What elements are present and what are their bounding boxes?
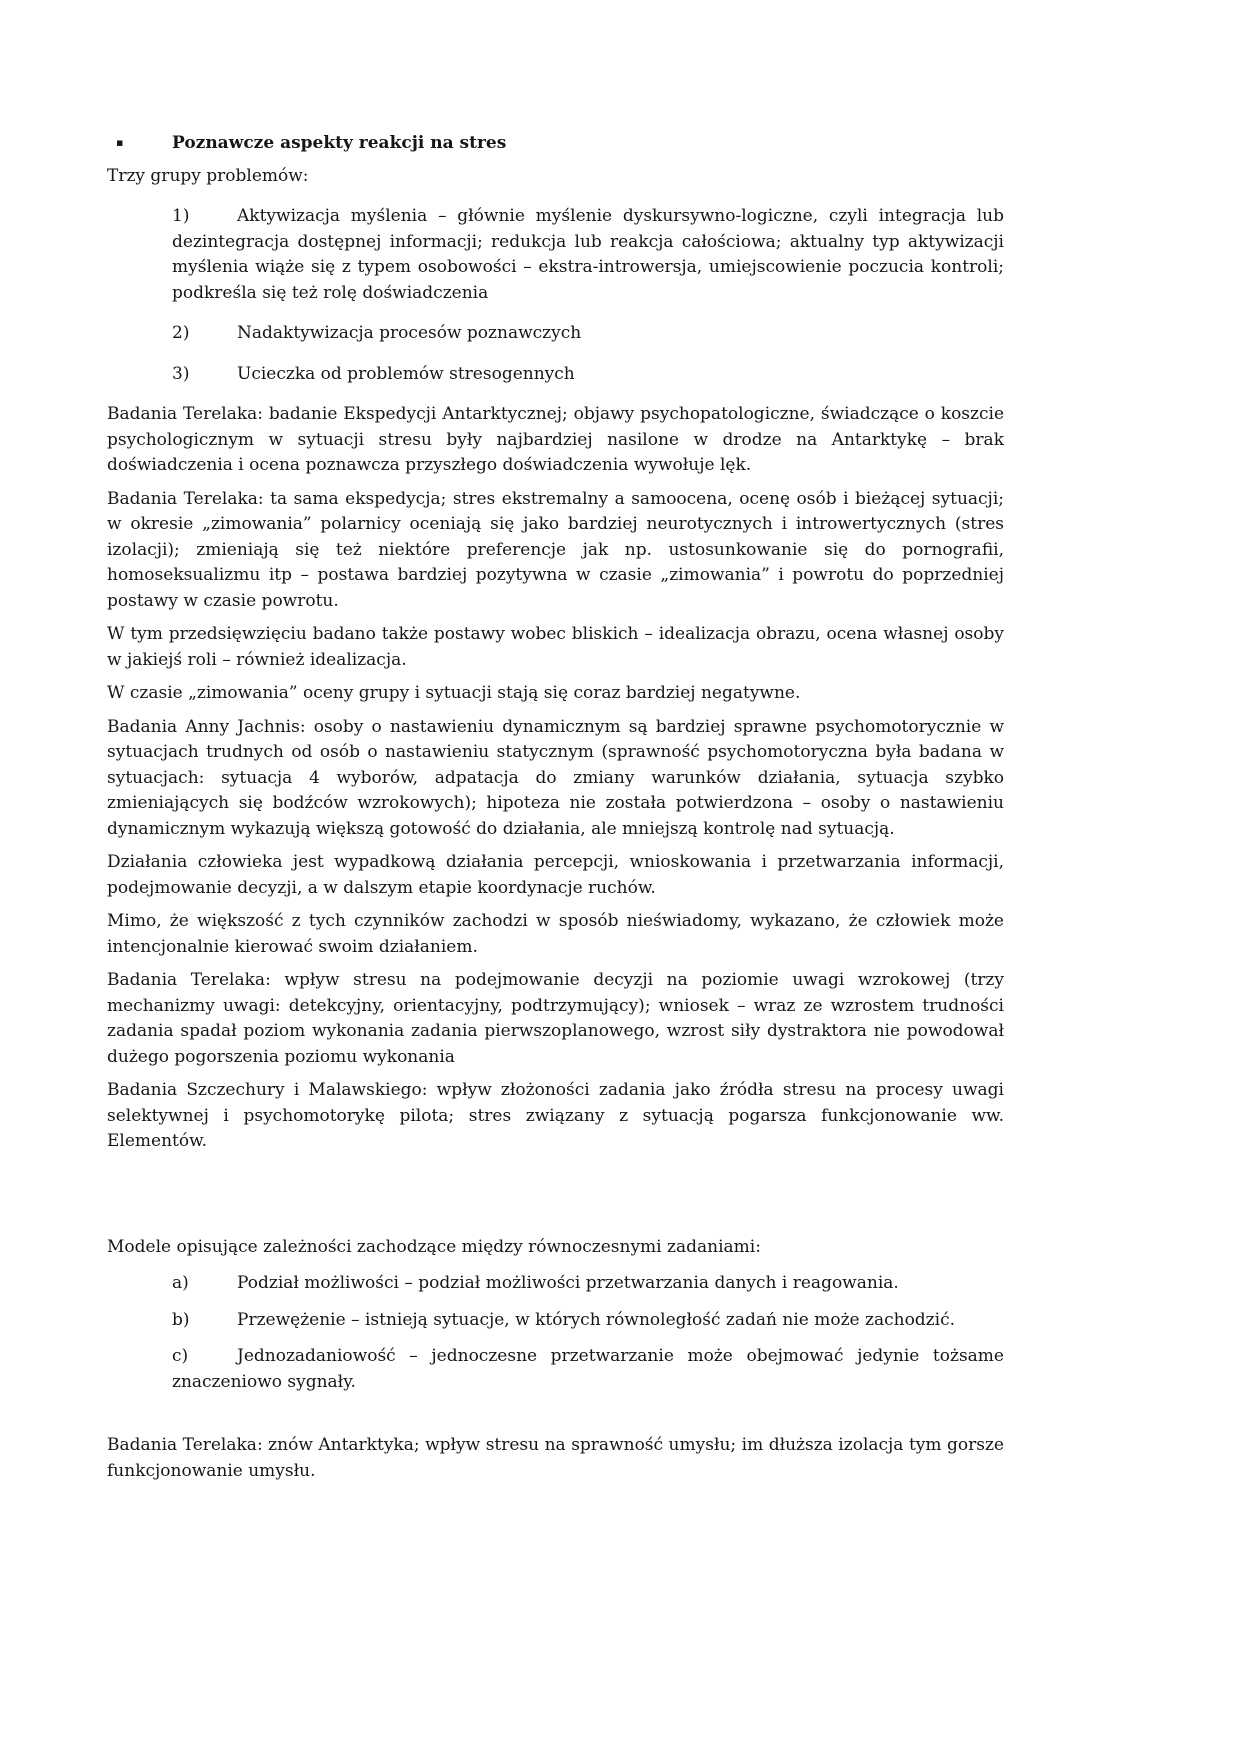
body-paragraphs bbox=[107, 402, 1004, 1155]
intro-line: Trzy grupy problemów: bbox=[107, 165, 309, 186]
numbered-item-1 bbox=[172, 204, 1004, 306]
numbered-item-2 bbox=[172, 321, 1004, 347]
list-marker: 2) bbox=[172, 323, 190, 343]
paragraph: Badania Terelaka: badanie Ekspedycji Antarktycznej; objawy psychopatologiczne, świadczące o koszcie psychologicznym w sytuacji stresu były najbardziej nasilone w drodze na Antarktykę – brak doświadczenia i ocena poznawcza przyszłego doświadczenia wywołuje lęk. bbox=[107, 404, 1004, 475]
list-item-text: Jednozadaniowość – jednoczesne przetwarzanie może obejmować jedynie tożsame znaczeniowo sygnały. bbox=[172, 1346, 1004, 1392]
paragraph: W tym przedsięwzięciu badano także postawy wobec bliskich – idealizacja obrazu, ocena własnej osoby w jakiejś roli – również idealizacja. bbox=[107, 624, 1004, 670]
list-marker: 3) bbox=[172, 363, 190, 384]
section-title bbox=[107, 130, 1004, 157]
paragraph: Badania Terelaka: wpływ stresu na podejmowanie decyzji na poziomie uwagi wzrokowej (trzy mechanizmy uwagi: detekcyjny, orientacyjny, podtrzymujący); wniosek – wraz ze wzrostem trudności zadania spadał poziom wykonania zadania pierwszoplanowego, wzrost siły dystraktora nie powodował dużego pogorszenia poziomu wykonania bbox=[107, 970, 1004, 1067]
paragraph: Badania Anny Jachnis: osoby o nastawieniu dynamicznym są bardziej sprawne psychomotorycznie w sytuacjach trudnych od osób o nastawieniu statycznym (sprawność psychomotoryczna była badana w sytuacjach: sytuacja 4 wyborów, adpatacja do zmiany warunków działania, sytuacja szybko zmieniających się bodźców wzrokowych); hipoteza nie została potwierdzona – osoby o nastawieniu dynamicznym wykazują większą gotowość do działania, ale mniejszą kontrolę nad sytuacją. bbox=[107, 716, 1004, 839]
lettered-item-b bbox=[172, 1308, 1004, 1334]
numbered-item-3 bbox=[172, 362, 1004, 388]
lettered-item-a bbox=[172, 1271, 1004, 1297]
list-item-text: Podział możliwości – podział możliwości przetwarzania danych i reagowania. bbox=[237, 1273, 899, 1293]
numbered-list bbox=[107, 204, 1004, 387]
list-item-text: Aktywizacja myślenia – głównie myślenie dyskursywno-logiczne, czyli integracja lub dezintegracja dostępnej informacji; redukcja lub reakcja całościowa; aktualny typ aktywizacji myślenia wiąże się z typem osobowości – ekstra-introwersja, umiejscowienie poczucia kontroli; podkreśla się też rolę doświadczenia bbox=[172, 206, 1004, 303]
paragraph: Działania człowieka jest wypadkową działania percepcji, wnioskowania i przetwarzania informacji, podejmowanie decyzji, a w dalszym etapie koordynacje ruchów. bbox=[107, 852, 1004, 898]
list-item-text: Przewężenie – istnieją sytuacje, w których równoległość zadań nie może zachodzić. bbox=[237, 1309, 956, 1330]
closing-paragraph: Badania Terelaka: znów Antarktyka; wpływ stresu na sprawność umysłu; im dłuższa izolacja tym gorsze funkcjonowanie umysłu. bbox=[107, 1435, 1004, 1481]
paragraph: Badania Szczechury i Malawskiego: wpływ złożoności zadania jako źródła stresu na procesy uwagi selektywnej i psychomotorykę pilota; stres związany z sytuacją pogarsza funkcjonowanie ww. Elementów. bbox=[107, 1080, 1004, 1151]
list-item-text: Nadaktywizacja procesów poznawczych bbox=[237, 323, 582, 343]
section-title-text: Poznawcze aspekty reakcji na stres bbox=[172, 133, 507, 153]
list-marker: b) bbox=[172, 1309, 190, 1330]
list-marker: c) bbox=[172, 1346, 189, 1366]
bullet-square-icon: ▪ bbox=[116, 136, 124, 149]
paragraph: Badania Terelaka: ta sama ekspedycja; stres ekstremalny a samoocena, ocenę osób i bieżącej sytuacji; w okresie „zimowania” polarnicy oceniają się jako bardziej neurotycznych i introwertycznych (stres izolacji); zmieniają się też niektóre preferencje jak np. ustosunkowanie się do pornografii, homoseksualizmu itp – postawa bardziej pozytywna w czasie „zimowania” i powrotu do poprzedniej postawy w czasie powrotu. bbox=[107, 488, 1004, 611]
paragraph: W czasie „zimowania” oceny grupy i sytuacji stają się coraz bardziej negatywne. bbox=[107, 683, 801, 703]
lettered-item-c bbox=[172, 1344, 1004, 1395]
lettered-list bbox=[107, 1271, 1004, 1395]
paragraph: Mimo, że większość z tych czynników zachodzi w sposób nieświadomy, wykazano, że człowiek może intencjonalnie kierować swoim działaniem. bbox=[107, 911, 1004, 957]
models-heading: Modele opisujące zależności zachodzące między równoczesnymi zadaniami: bbox=[107, 1236, 761, 1257]
list-item-text: Ucieczka od problemów stresogennych bbox=[237, 363, 575, 384]
list-marker: a) bbox=[172, 1273, 189, 1293]
list-marker: 1) bbox=[172, 206, 190, 226]
